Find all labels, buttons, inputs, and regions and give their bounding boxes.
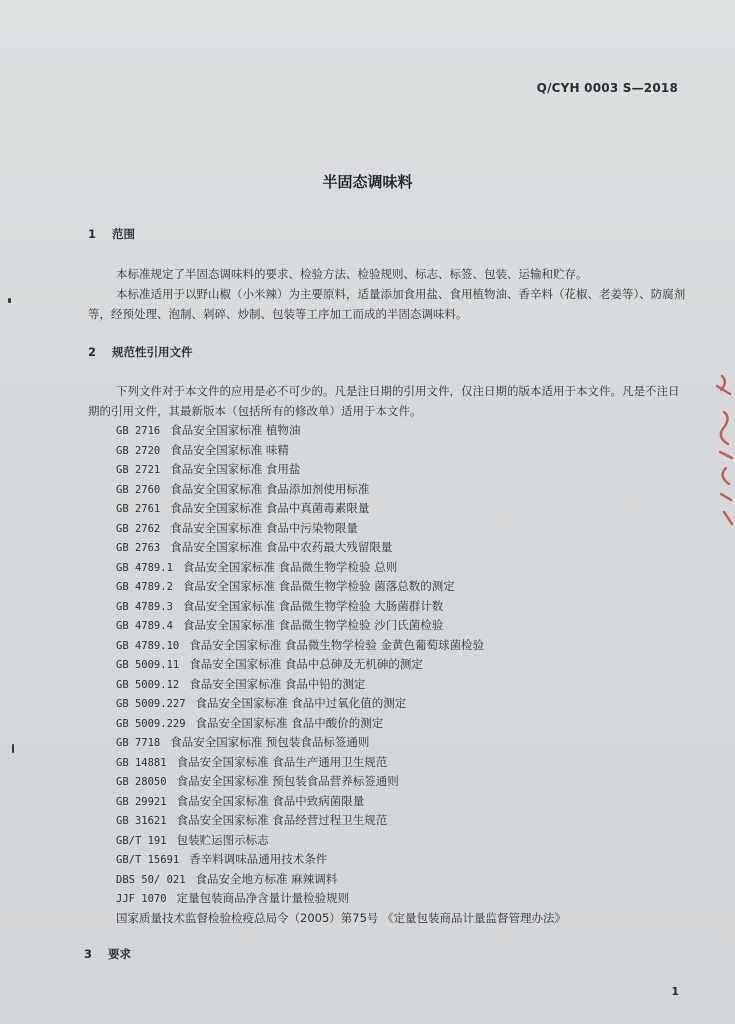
section-heading-references — [88, 344, 193, 360]
reference-code: GB 2721 — [116, 464, 161, 476]
reference-item — [116, 499, 566, 519]
reference-title: 食品安全国家标准 食品生产通用卫生规范 — [176, 754, 388, 769]
reference-title: 食品安全国家标准 食品中总砷及无机砷的测定 — [189, 657, 423, 671]
reference-title: 食品安全国家标准 食品中酸价的测定 — [195, 715, 384, 730]
section-number: 1 — [88, 227, 97, 241]
reference-code: GB 14881 — [116, 756, 167, 769]
reference-item — [116, 655, 566, 675]
reference-title: 食品安全国家标准 食品微生物学检验 菌落总数的测定 — [182, 579, 455, 593]
reference-code: GB 4789.3 — [116, 600, 173, 613]
reference-title: 食品安全国家标准 食品微生物学检验 总则 — [182, 559, 398, 574]
reference-item — [116, 636, 566, 656]
reference-code: GB 29921 — [116, 795, 167, 808]
reference-title: 食品安全国家标准 食品中真菌毒素限量 — [170, 501, 370, 515]
reference-item — [116, 831, 566, 851]
reference-title: 国家质量技术监督检验检疫总局令（2005）第75号 《定量包装商品计量监督管理办法》 — [116, 910, 567, 925]
reference-item — [116, 889, 566, 909]
reference-item — [116, 733, 566, 753]
reference-code: GB 31621 — [116, 815, 167, 827]
reference-code: GB/T 15691 — [116, 854, 180, 866]
reference-item — [116, 597, 566, 617]
seal-stamp-fragment — [712, 372, 735, 527]
reference-code: GB 2720 — [116, 444, 161, 457]
reference-list — [116, 421, 566, 928]
reference-code: GB/T 191 — [116, 834, 167, 847]
reference-item — [116, 811, 566, 831]
reference-title: 食品安全国家标准 食品添加剂使用标准 — [170, 481, 370, 496]
reference-code: GB 4789.4 — [116, 620, 173, 632]
reference-item — [116, 792, 566, 812]
reference-item — [116, 675, 566, 695]
reference-item — [116, 558, 566, 578]
reference-code: GB 4789.2 — [116, 581, 173, 593]
references-intro: 下列文件对于本文件的应用是必不可少的。凡是注日期的引用文件，仅注日期的版本适用于本文件。凡是不注日期的引用文件，其最新版本（包括所有的修改单）适用于本文件。 — [88, 384, 680, 418]
reference-code: GB 4789.10 — [116, 639, 180, 652]
reference-item — [116, 538, 566, 558]
page-number: 1 — [671, 985, 679, 998]
reference-item — [116, 480, 566, 500]
reference-code: GB 2762 — [116, 522, 161, 535]
reference-code: GB 28050 — [116, 776, 167, 788]
section-number: 2 — [88, 345, 97, 359]
section-number: 3 — [84, 947, 93, 961]
reference-code: GB 5009.11 — [116, 659, 180, 671]
reference-title: 食品安全国家标准 味精 — [170, 442, 289, 457]
section-title: 要求 — [108, 947, 131, 961]
section-title: 范围 — [112, 227, 135, 241]
reference-item — [116, 850, 566, 870]
reference-code: GB 5009.229 — [116, 717, 186, 730]
reference-title: 食品安全国家标准 食品中过氧化值的测定 — [195, 696, 407, 710]
reference-title: 食品安全地方标准 麻辣调料 — [195, 871, 338, 886]
reference-item — [116, 714, 566, 734]
document-code: Q/CYH 0003 S—2018 — [536, 81, 678, 95]
reference-item — [116, 772, 566, 792]
reference-title: 食品安全国家标准 预包装食品营养标签通则 — [176, 774, 399, 788]
reference-title: 食品安全国家标准 食品中铅的测定 — [189, 676, 366, 691]
reference-code: GB 2763 — [116, 542, 161, 554]
scan-speck — [8, 298, 11, 303]
reference-title: 食品安全国家标准 食品微生物学检验 沙门氏菌检验 — [182, 618, 444, 632]
reference-title: 食品安全国家标准 食品微生物学检验 金黄色葡萄球菌检验 — [189, 637, 485, 652]
reference-item — [116, 870, 566, 890]
scope-paragraph-1: 本标准规定了半固态调味料的要求、检验方法、检验规则、标志、标签、包装、运输和贮存。 — [116, 267, 588, 281]
reference-title: 食品安全国家标准 预包装食品标签通则 — [170, 735, 370, 749]
reference-item — [116, 753, 566, 773]
reference-title: 食品安全国家标准 食品中致病菌限量 — [176, 793, 365, 808]
reference-title: 包装贮运图示标志 — [176, 832, 269, 847]
reference-title: 食品安全国家标准 食品微生物学检验 大肠菌群计数 — [182, 598, 444, 613]
section-heading-scope — [88, 226, 135, 242]
reference-code: DBS 50/ 021 — [116, 873, 186, 886]
reference-item — [116, 460, 566, 480]
section-heading-requirements — [84, 946, 131, 962]
reference-title: 香辛料调味品通用技术条件 — [189, 852, 328, 866]
section-title: 规范性引用文件 — [112, 345, 193, 359]
reference-code: JJF 1070 — [116, 893, 167, 905]
scope-paragraph-2: 本标准适用于以野山椒（小米辣）为主要原料，适量添加食用盐、食用植物油、香辛料（花椒、老姜等）、防腐剂等，经预处理、泡制、剁碎、炒制、包装等工序加工而成的半固态调味料。 — [88, 287, 686, 321]
reference-title: 食品安全国家标准 食品经营过程卫生规范 — [176, 813, 388, 827]
document-title: 半固态调味料 — [322, 173, 413, 191]
reference-code: GB 4789.1 — [116, 561, 173, 574]
reference-title: 食品安全国家标准 食品中污染物限量 — [170, 520, 358, 535]
reference-code: GB 5009.227 — [116, 698, 186, 710]
reference-item — [116, 694, 566, 714]
reference-code: GB 5009.12 — [116, 678, 180, 691]
reference-item — [116, 909, 566, 929]
reference-code: GB 2761 — [116, 503, 161, 515]
scan-speck — [12, 744, 14, 753]
reference-code: GB 2760 — [116, 483, 161, 496]
reference-title: 食品安全国家标准 食品中农药最大残留限量 — [170, 540, 393, 554]
reference-item — [116, 616, 566, 636]
reference-title: 食品安全国家标准 植物油 — [170, 423, 301, 437]
reference-title: 定量包装商品净含量计量检验规则 — [176, 891, 350, 905]
reference-item — [116, 441, 566, 461]
reference-item — [116, 577, 566, 597]
reference-code: GB 7718 — [116, 737, 161, 749]
reference-item — [116, 519, 566, 539]
reference-code: GB 2716 — [116, 425, 161, 437]
reference-title: 食品安全国家标准 食用盐 — [170, 462, 301, 476]
reference-item — [116, 421, 566, 441]
